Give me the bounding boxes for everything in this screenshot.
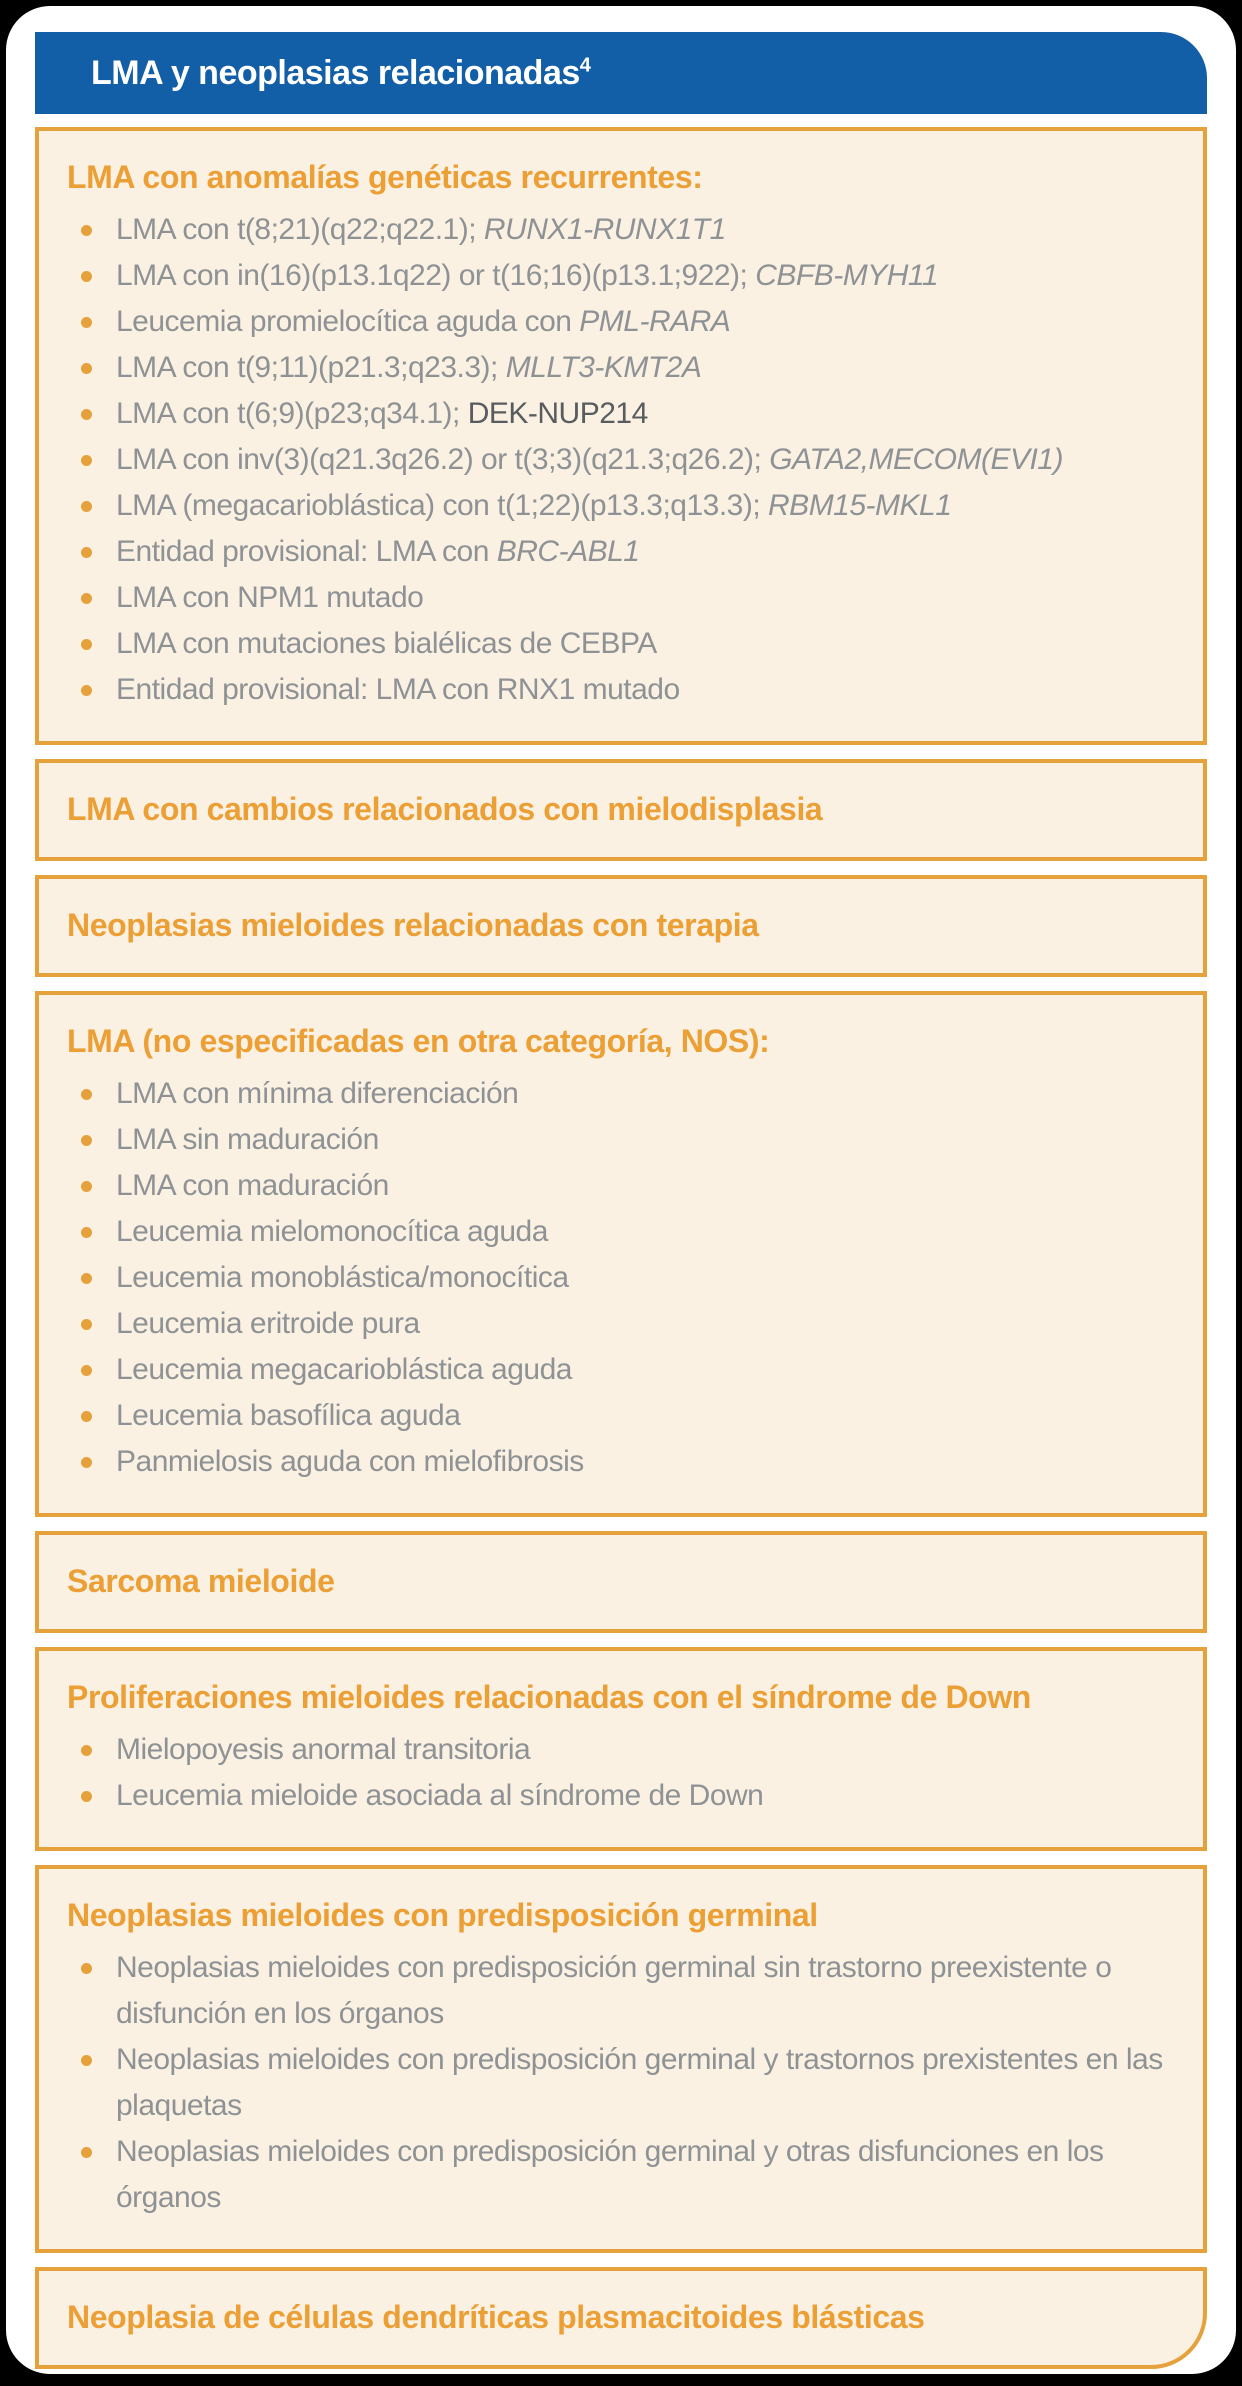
list-item xyxy=(67,667,1175,713)
item-text-segment: Leucemia mieloide asociada al síndrome de Down xyxy=(116,1779,764,1812)
item-text-segment: Entidad provisional: LMA con RNX1 mutado xyxy=(116,673,680,706)
list-item xyxy=(67,1393,1175,1439)
item-text-segment: Entidad provisional: LMA con xyxy=(116,535,497,568)
section-heading: Neoplasia de células dendríticas plasmacitoides blásticas xyxy=(67,2299,925,2335)
section-heading: Neoplasias mieloides con predisposición germinal xyxy=(67,1897,818,1933)
item-text-segment: DEK-NUP214 xyxy=(467,397,648,430)
list-item-text xyxy=(116,1727,530,1773)
gene-name: PML-RARA xyxy=(579,305,731,338)
list-item xyxy=(67,1945,1175,2037)
gene-name: CBFB-MYH11 xyxy=(755,259,939,292)
bullet-icon xyxy=(81,225,92,236)
list-item xyxy=(67,2037,1175,2129)
bullet-icon xyxy=(81,1791,92,1802)
list-item-text xyxy=(116,1255,569,1301)
list-item-text xyxy=(116,667,680,713)
list-item-text xyxy=(116,437,1063,483)
item-text-segment: Panmielosis aguda con mielofibrosis xyxy=(116,1445,584,1478)
list-item-text xyxy=(116,529,639,575)
section-item-list xyxy=(67,1071,1175,1485)
list-item-text xyxy=(116,299,730,345)
list-item xyxy=(67,345,1175,391)
gene-name: MLLT3-KMT2A xyxy=(505,351,702,384)
list-item-text xyxy=(116,1301,420,1347)
section-heading: Proliferaciones mieloides relacionadas con el síndrome de Down xyxy=(67,1679,1031,1715)
gene-name: RUNX1-RUNX1T1 xyxy=(483,213,726,246)
bullet-icon xyxy=(81,639,92,650)
item-text-segment: LMA con mutaciones bialélicas de CEBPA xyxy=(116,627,657,660)
list-item xyxy=(67,621,1175,667)
section-item-list xyxy=(67,1945,1175,2221)
sections-container xyxy=(35,127,1207,2369)
item-text-segment: LMA con maduración xyxy=(116,1169,389,1202)
list-item xyxy=(67,1163,1175,1209)
list-item-text xyxy=(116,1347,572,1393)
bullet-icon xyxy=(81,1181,92,1192)
bullet-icon xyxy=(81,547,92,558)
section xyxy=(35,759,1207,861)
bullet-icon xyxy=(81,1089,92,1100)
section xyxy=(35,991,1207,1517)
list-item-text xyxy=(116,1945,1175,2037)
section xyxy=(35,127,1207,745)
section-heading: LMA (no especificadas en otra categoría, NOS): xyxy=(67,1023,770,1059)
list-item xyxy=(67,483,1175,529)
item-text-segment: LMA con in(16)(p13.1q22) or t(16;16)(p13.1;922); xyxy=(116,259,756,292)
item-text-segment: Leucemia promielocítica aguda con xyxy=(116,305,580,338)
item-text-segment: LMA (megacarioblástica) con t(1;22)(p13.3;q13.3); xyxy=(116,489,769,522)
list-item xyxy=(67,575,1175,621)
list-item xyxy=(67,1301,1175,1347)
bullet-icon xyxy=(81,2055,92,2066)
section-heading: Neoplasias mieloides relacionadas con terapia xyxy=(67,907,759,943)
bullet-icon xyxy=(81,1365,92,1376)
list-item xyxy=(67,1117,1175,1163)
item-text-segment: Leucemia mielomonocítica aguda xyxy=(116,1215,548,1248)
list-item xyxy=(67,1347,1175,1393)
item-text-segment: LMA con inv(3)(q21.3q26.2) or t(3;3)(q21.3;q26.2); xyxy=(116,443,770,476)
header-bar xyxy=(35,32,1207,114)
item-text-segment: Leucemia megacarioblástica aguda xyxy=(116,1353,572,1386)
bullet-icon xyxy=(81,1963,92,1974)
item-text-segment: Neoplasias mieloides con predisposición germinal y otras disfunciones en los órganos xyxy=(116,2135,1104,2214)
list-item-text xyxy=(116,1773,763,1819)
item-text-segment: Leucemia eritroide pura xyxy=(116,1307,420,1340)
bullet-icon xyxy=(81,1745,92,1756)
gene-name: GATA2,MECOM(EVI1) xyxy=(769,443,1063,476)
item-text-segment: Leucemia basofílica aguda xyxy=(116,1399,461,1432)
section xyxy=(35,875,1207,977)
list-item-text xyxy=(116,1209,548,1255)
item-text-segment: Neoplasias mieloides con predisposición germinal y trastornos prexistentes en las plaquetas xyxy=(116,2043,1163,2122)
bullet-icon xyxy=(81,1319,92,1330)
bullet-icon xyxy=(81,317,92,328)
bullet-icon xyxy=(81,2147,92,2158)
card xyxy=(6,6,1236,2374)
list-item-text xyxy=(116,1439,584,1485)
item-text-segment: LMA con t(8;21)(q22;q22.1); xyxy=(116,213,484,246)
list-item-text xyxy=(116,1393,460,1439)
list-item xyxy=(67,299,1175,345)
list-item-text xyxy=(116,2129,1175,2221)
list-item xyxy=(67,207,1175,253)
list-item xyxy=(67,437,1175,483)
gene-name: BRC-ABL1 xyxy=(496,535,640,568)
section xyxy=(35,1865,1207,2253)
list-item-text xyxy=(116,2037,1175,2129)
list-item xyxy=(67,2129,1175,2221)
list-item-text xyxy=(116,345,701,391)
section xyxy=(35,1531,1207,1633)
page-title-text: LMA y neoplasias relacionadas xyxy=(91,53,580,92)
item-text-segment: Mielopoyesis anormal transitoria xyxy=(116,1733,531,1766)
list-item-text xyxy=(116,253,938,299)
section xyxy=(35,2267,1207,2369)
list-item xyxy=(67,1255,1175,1301)
page-title-footnote-marker: 4 xyxy=(579,54,591,77)
list-item xyxy=(67,529,1175,575)
page-title xyxy=(91,54,590,93)
section-heading: LMA con cambios relacionados con mielodisplasia xyxy=(67,791,823,827)
bullet-icon xyxy=(81,501,92,512)
section-item-list xyxy=(67,1727,1175,1819)
section-heading: LMA con anomalías genéticas recurrentes: xyxy=(67,159,703,195)
list-item-text xyxy=(116,1071,518,1117)
list-item xyxy=(67,1727,1175,1773)
item-text-segment: LMA con t(6;9)(p23;q34.1); xyxy=(116,397,468,430)
gene-name: RBM15-MKL1 xyxy=(768,489,952,522)
bullet-icon xyxy=(81,593,92,604)
bullet-icon xyxy=(81,1457,92,1468)
section-item-list xyxy=(67,207,1175,713)
list-item xyxy=(67,391,1175,437)
bullet-icon xyxy=(81,1227,92,1238)
item-text-segment: LMA con mínima diferenciación xyxy=(116,1077,519,1110)
list-item xyxy=(67,253,1175,299)
bullet-icon xyxy=(81,271,92,282)
bullet-icon xyxy=(81,1411,92,1422)
list-item xyxy=(67,1439,1175,1485)
bullet-icon xyxy=(81,685,92,696)
bullet-icon xyxy=(81,1135,92,1146)
list-item-text xyxy=(116,483,951,529)
section xyxy=(35,1647,1207,1851)
item-text-segment: Leucemia monoblástica/monocítica xyxy=(116,1261,569,1294)
item-text-segment: LMA sin maduración xyxy=(116,1123,379,1156)
bullet-icon xyxy=(81,409,92,420)
section-heading: Sarcoma mieloide xyxy=(67,1563,335,1599)
list-item-text xyxy=(116,1163,389,1209)
list-item-text xyxy=(116,621,657,667)
list-item-text xyxy=(116,207,726,253)
list-item-text xyxy=(116,391,648,437)
list-item-text xyxy=(116,575,423,621)
bullet-icon xyxy=(81,455,92,466)
bullet-icon xyxy=(81,363,92,374)
list-item xyxy=(67,1773,1175,1819)
item-text-segment: LMA con NPM1 mutado xyxy=(116,581,424,614)
list-item xyxy=(67,1071,1175,1117)
bullet-icon xyxy=(81,1273,92,1284)
list-item xyxy=(67,1209,1175,1255)
list-item-text xyxy=(116,1117,379,1163)
item-text-segment: LMA con t(9;11)(p21.3;q23.3); xyxy=(116,351,506,384)
item-text-segment: Neoplasias mieloides con predisposición germinal sin trastorno preexistente o disfunción en los órganos xyxy=(116,1951,1112,2030)
